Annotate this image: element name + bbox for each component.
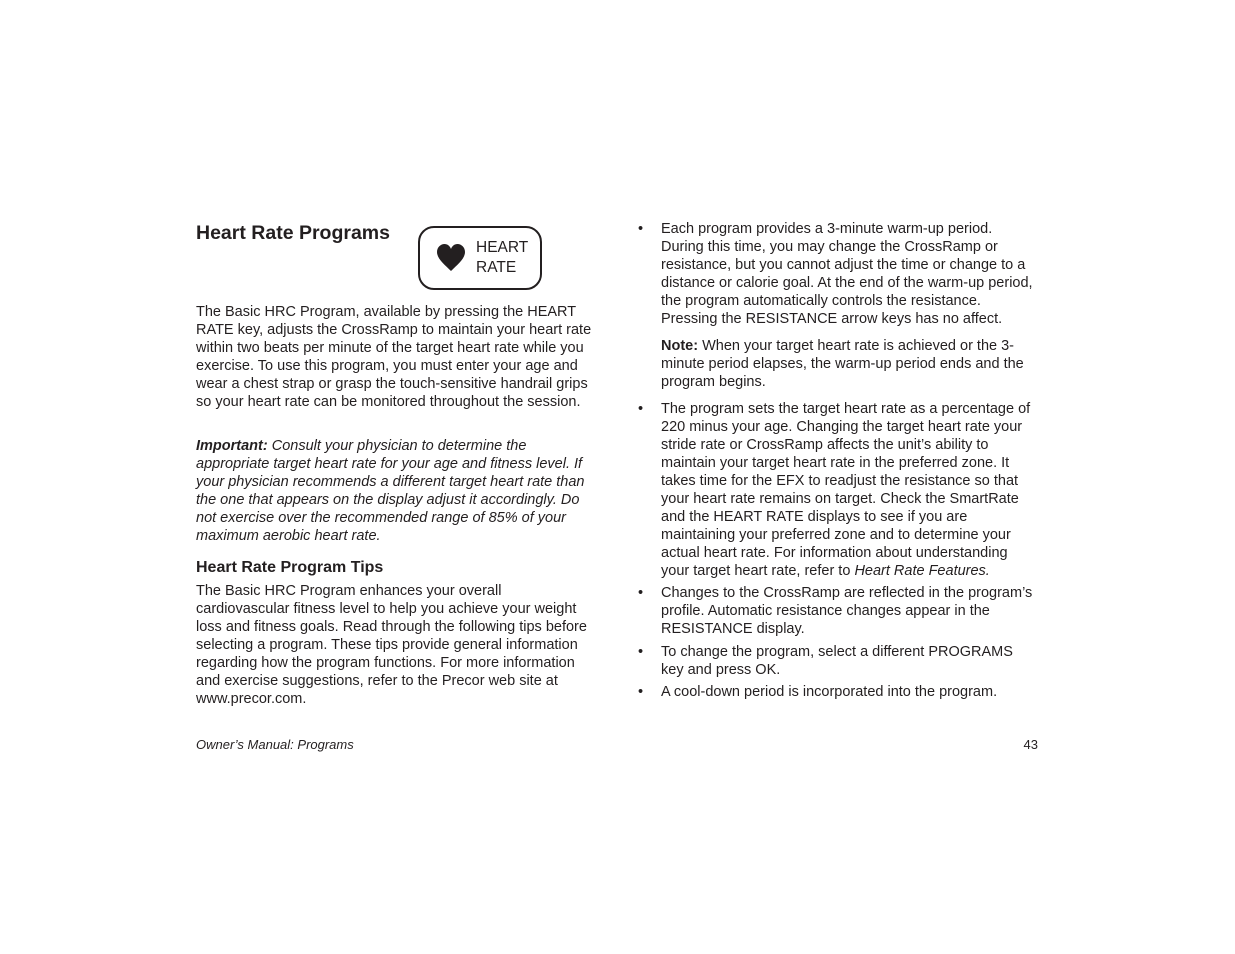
bullet-marker: • [638, 221, 644, 237]
note-text: When your target heart rate is achieved or the 3-minute period elapses, the warm-up period ends and the program begins. [661, 338, 1024, 390]
heart-icon [436, 243, 466, 273]
important-lead: Important: [196, 438, 268, 454]
bullet-marker: • [638, 684, 644, 700]
tips-paragraph: The Basic HRC Program enhances your overall cardiovascular fitness level to help you achieve your weight loss and fitness goals. Read through the following tips before selecting a program. These tips provide general information regarding how the program functions. For more information and exercise suggestions, refer to the Precor web site at www.precor.com. [196, 583, 587, 707]
footer-title: Owner’s Manual: Programs [196, 737, 354, 752]
list-item [638, 643, 1038, 679]
bullet-marker: • [638, 585, 644, 601]
list-item [638, 400, 1038, 580]
list-item [638, 683, 1038, 701]
note-lead: Note: [661, 338, 699, 354]
bullet-text: To change the program, select a different PROGRAMS key and press OK. [661, 644, 1013, 678]
list-item [638, 220, 1038, 328]
bullet-marker: • [638, 401, 644, 417]
important-text: Consult your physician to determine the appropriate target heart rate for your age and fitness level. If your physician recommends a different target heart rate than the one that appears on the display adjust it accordingly. Do not exercise over the recommended range of 85% of your maximum aerobic heart rate. [196, 438, 585, 544]
cross-reference: Heart Rate Features. [854, 563, 990, 579]
bullet-marker: • [638, 644, 644, 660]
right-column [638, 220, 1038, 701]
bullet-text: The program sets the target heart rate as a percentage of 220 minus your age. Changing the target heart rate your stride rate or CrossRamp affects the unit’s ability to maintain your target heart rate in the preferred zone. It takes time for the EFX to readjust the resistance so that your heart rate remains on target. Check the SmartRate and the HEART RATE displays to see if you are maintaining your preferred zone and to determine your actual heart rate. For information about understanding your target heart rate, refer to [661, 401, 1031, 579]
key-label: HEART RATE [476, 239, 528, 276]
bullet-text: A cool-down period is incorporated into the program. [661, 684, 998, 700]
bullet-text: Changes to the CrossRamp are reflected in the program’s profile. Automatic resistance changes appear in the RESISTANCE display. [661, 585, 1033, 637]
note-paragraph [638, 337, 1038, 391]
section-title: Heart Rate Programs [196, 222, 390, 244]
bullet-text: Each program provides a 3-minute warm-up period. During this time, you may change the CrossRamp or resistance, but you cannot adjust the time or change to a distance or calorie goal. At the end of the warm-up period, the program automatically controls the resistance. Pressing the RESISTANCE arrow keys has no affect. [661, 221, 1033, 327]
heart-rate-key-graphic [418, 226, 542, 290]
important-paragraph [196, 437, 596, 545]
list-item [638, 584, 1038, 638]
page-number: 43 [1023, 737, 1038, 752]
tips-heading: Heart Rate Program Tips [196, 559, 384, 576]
intro-paragraph: The Basic HRC Program, available by pressing the HEART RATE key, adjusts the CrossRamp to maintain your heart rate within two beats per minute of the target heart rate while you exercise. To use this program, you must enter your age and wear a chest strap or grasp the touch-sensitive handrail grips so your heart rate can be monitored throughout the session. [196, 304, 592, 410]
